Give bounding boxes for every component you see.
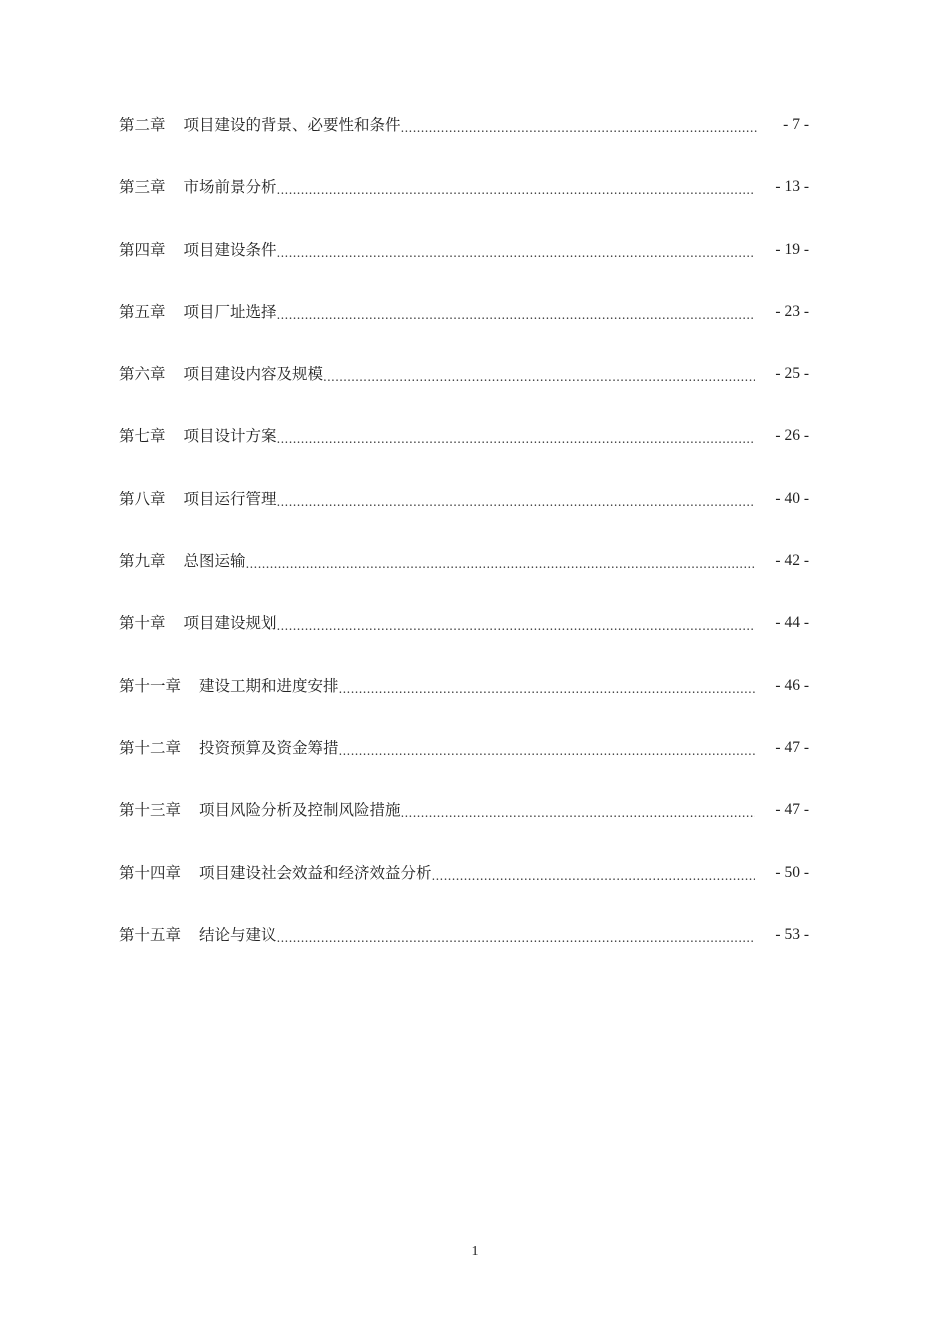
toc-dot-leader — [401, 112, 757, 138]
toc-dot-leader — [401, 797, 755, 823]
toc-page-number: - 7 - — [783, 116, 809, 133]
toc-chapter-number: 第六章 — [119, 365, 166, 384]
toc-chapter-number: 第七章 — [119, 427, 166, 446]
toc-entry[interactable] — [119, 112, 809, 174]
toc-chapter-number: 第五章 — [119, 302, 166, 321]
toc-chapter-number: 第四章 — [119, 240, 166, 259]
toc-dot-leader — [339, 735, 755, 761]
toc-dot-leader — [277, 299, 755, 325]
toc-chapter-title: 项目风险分析及控制风险措施 — [199, 801, 401, 820]
toc-chapter-title: 项目建设内容及规模 — [183, 365, 324, 384]
toc-page-number: - 47 - — [775, 801, 809, 819]
toc-entry[interactable] — [119, 423, 809, 485]
toc-page-number: - 19 - — [775, 240, 809, 258]
toc-chapter-title: 项目建设条件 — [183, 240, 277, 259]
toc-entry[interactable] — [119, 922, 809, 984]
toc-page-number: - 42 - — [775, 552, 809, 570]
toc-dot-leader — [277, 922, 755, 948]
toc-entry[interactable] — [119, 174, 809, 236]
toc-entry[interactable] — [119, 237, 809, 299]
toc-entry[interactable] — [119, 548, 809, 610]
toc-chapter-number: 第十一章 — [119, 676, 182, 695]
toc-dot-leader — [432, 860, 755, 886]
toc-entry[interactable] — [119, 860, 809, 922]
toc-entry[interactable] — [119, 797, 809, 859]
toc-page-number: - 26 - — [775, 427, 809, 445]
toc-entry[interactable] — [119, 673, 809, 735]
toc-chapter-title: 结论与建议 — [199, 925, 277, 944]
toc-entry[interactable] — [119, 361, 809, 423]
toc-page-number: - 50 - — [775, 863, 809, 881]
toc-chapter-number: 第十五章 — [119, 925, 182, 944]
toc-dot-leader — [339, 673, 755, 699]
toc-page-number: - 23 - — [775, 302, 809, 320]
toc-page-number: - 44 - — [775, 614, 809, 632]
toc-entry[interactable] — [119, 486, 809, 548]
toc-chapter-title: 项目运行管理 — [183, 489, 277, 508]
toc-dot-leader — [277, 423, 755, 449]
toc-dot-leader — [277, 610, 755, 636]
toc-chapter-number: 第十章 — [119, 614, 166, 633]
toc-entry[interactable] — [119, 735, 809, 797]
toc-dot-leader — [323, 361, 755, 387]
toc-dot-leader — [277, 486, 755, 512]
toc-chapter-title: 项目厂址选择 — [183, 302, 277, 321]
toc-dot-leader — [277, 174, 755, 200]
toc-chapter-title: 投资预算及资金筹措 — [199, 738, 339, 757]
page-number-footer: 1 — [471, 1244, 479, 1259]
toc-chapter-number: 第十三章 — [119, 801, 182, 820]
toc-dot-leader — [277, 237, 755, 263]
toc-chapter-title: 项目建设规划 — [183, 614, 277, 633]
toc-chapter-number: 第三章 — [119, 178, 166, 197]
toc-page-number: - 13 - — [775, 178, 809, 196]
toc-chapter-title: 总图运输 — [183, 552, 246, 571]
toc-entry[interactable] — [119, 610, 809, 672]
toc-chapter-title: 建设工期和进度安排 — [199, 676, 339, 695]
toc-page-number: - 47 - — [775, 738, 809, 756]
toc-page-number: - 46 - — [775, 676, 809, 694]
toc-chapter-title: 项目建设的背景、必要性和条件 — [183, 116, 401, 134]
toc-page-number: - 25 - — [775, 365, 809, 383]
toc-page-number: - 53 - — [775, 925, 809, 943]
toc-chapter-number: 第九章 — [119, 552, 166, 571]
toc-page-number: - 40 - — [775, 489, 809, 507]
toc-chapter-number: 第十四章 — [119, 863, 182, 882]
toc-chapter-number: 第十二章 — [119, 738, 182, 757]
toc-dot-leader — [246, 548, 755, 574]
table-of-contents — [119, 112, 809, 984]
toc-entry[interactable] — [119, 299, 809, 361]
toc-chapter-title: 项目设计方案 — [183, 427, 277, 446]
toc-chapter-title: 市场前景分析 — [183, 178, 277, 197]
toc-chapter-number: 第八章 — [119, 489, 166, 508]
toc-chapter-number: 第二章 — [119, 116, 166, 134]
toc-chapter-title: 项目建设社会效益和经济效益分析 — [199, 863, 432, 882]
